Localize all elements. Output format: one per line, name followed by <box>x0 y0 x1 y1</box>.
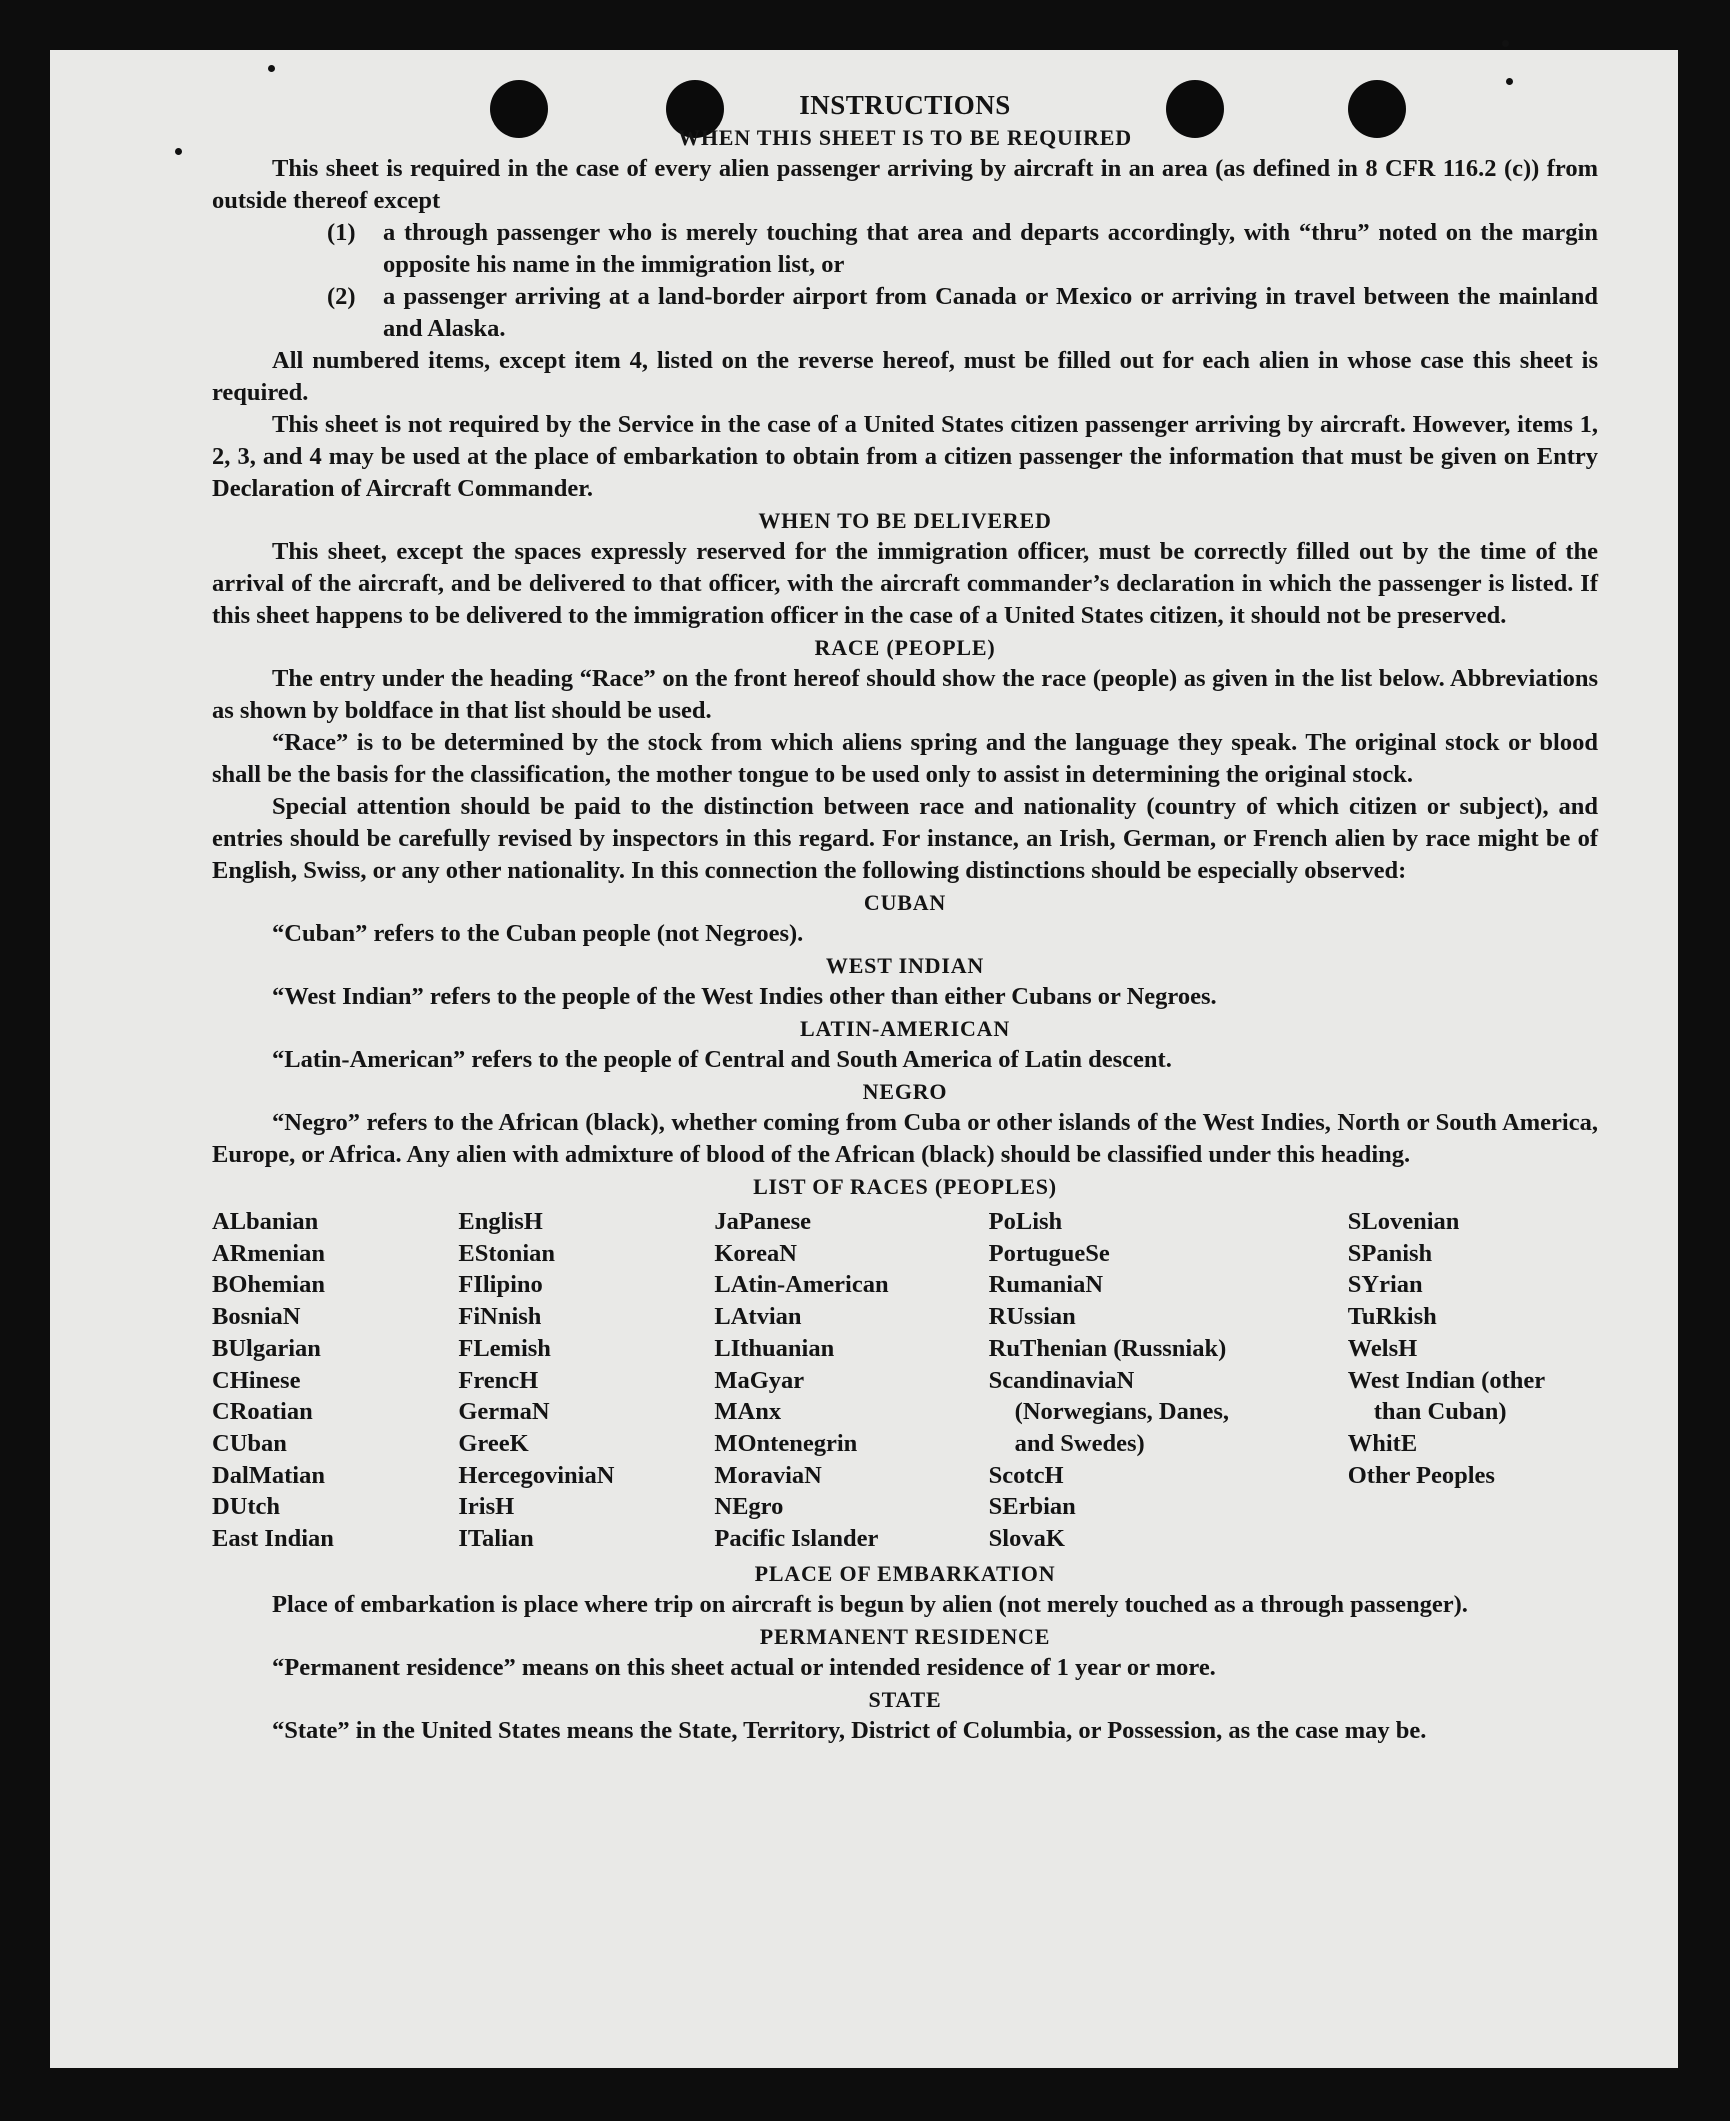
race-item: SLovenian <box>1347 1208 1460 1235</box>
race-item: Other Peoples <box>1347 1461 1495 1489</box>
item-number: (2) <box>327 283 356 310</box>
heading-permanent-residence: PERMANENT RESIDENCE <box>759 1623 1051 1649</box>
paragraph-delivered: This sheet, except the spaces expressly reserved for the immigration officer, must be correctly filled out by the time of the arrival of the aircraft, and be delivered to that officer, with the aircraft commander’s declaration in which the passenger is listed. If this sheet happens to be delivered to the immigration officer in the case of a United States citizen, it should not be preserved. <box>212 538 1598 629</box>
heading-state: STATE <box>868 1686 942 1712</box>
races-column <box>714 1206 988 1555</box>
exception-item-1 <box>212 217 1598 281</box>
paragraph-residence: “Permanent residence” means on this sheet actual or intended residence of 1 year or more. <box>272 1653 1216 1681</box>
race-item: BOhemian <box>212 1271 325 1299</box>
race-item: CUban <box>212 1429 287 1457</box>
race-item: LIthuanian <box>714 1334 835 1362</box>
race-item: CHinese <box>212 1366 301 1394</box>
race-item: GermaN <box>458 1398 550 1426</box>
paragraph-required: This sheet is required in the case of every alien passenger arriving by aircraft in an area (as defined in 8 CFR 116.2 (c)) from outside thereof except <box>212 155 1598 214</box>
paragraph-negro: “Negro” refers to the African (black), whether coming from Cuba or other islands of the West Indies, North or South America, Europe, or Africa. Any alien with admixture of blood of the African (black) should be classified under this heading. <box>212 1109 1598 1168</box>
race-item: JaPanese <box>714 1208 811 1235</box>
speck <box>1502 40 1509 47</box>
races-column <box>458 1206 714 1555</box>
race-item: EStonian <box>458 1239 556 1267</box>
race-item: RumaniaN <box>988 1271 1104 1299</box>
paragraph-embarkation: Place of embarkation is place where trip on aircraft is begun by alien (not merely touched as a through passenger). <box>272 1590 1468 1618</box>
race-item: FIlipino <box>458 1271 543 1299</box>
race-item: PortugueSe <box>988 1239 1110 1267</box>
race-item: ALbanian <box>212 1208 319 1235</box>
exception-item-2 <box>212 281 1598 345</box>
race-item: MaGyar <box>714 1366 805 1394</box>
paragraph-cuban: “Cuban” refers to the Cuban people (not Negroes). <box>272 920 804 947</box>
race-item: FLemish <box>458 1334 551 1362</box>
race-item: SlovaK <box>988 1525 1065 1553</box>
race-item: NEgro <box>714 1493 784 1521</box>
heading-west-indian: WEST INDIAN <box>825 953 985 978</box>
speck <box>268 65 275 72</box>
race-item: SYrian <box>1347 1271 1423 1299</box>
paragraph-state: “State” in the United States means the State, Territory, District of Columbia, or Possession, as the case may be. <box>272 1716 1427 1744</box>
race-item: West Indian (other than Cuban) <box>1347 1366 1545 1426</box>
race-item: PoLish <box>988 1208 1063 1235</box>
paragraph-race-distinction: Special attention should be paid to the distinction between race and nationality (country of which citizen or subject), and entries should be carefully revised by inspectors in this regard. For instance, an Irish, German, or French alien by race might be of English, Swiss, or any other nationality. In this connection the following distinctions should be especially observed: <box>212 793 1598 884</box>
paragraph-race-stock: “Race” is to be determined by the stock from which aliens spring and the language they speak. The original stock or blood shall be the basis for the classification, the mother tongue to be used only to assist in determining the original stock. <box>212 729 1598 788</box>
race-item: SErbian <box>988 1493 1076 1521</box>
item-text: a passenger arriving at a land-border airport from Canada or Mexico or arriving in travel between the mainland and Alaska. <box>383 283 1598 342</box>
races-column <box>989 1206 1268 1555</box>
races-list <box>212 1206 1598 1555</box>
paragraph-latin-american: “Latin-American” refers to the people of Central and South America of Latin descent. <box>272 1046 1172 1073</box>
document-sheet <box>50 50 1678 2068</box>
race-item: East Indian <box>212 1525 334 1553</box>
race-item: LAtin-American <box>714 1271 889 1299</box>
race-item: MoraviaN <box>714 1461 822 1489</box>
item-number: (1) <box>327 219 356 246</box>
item-text: a through passenger who is merely touching that area and departs accordingly, with “thru” noted on the margin opposite his name in the immigration list, or <box>383 219 1598 278</box>
race-item: DalMatian <box>212 1461 325 1489</box>
race-item: KoreaN <box>714 1239 797 1267</box>
page-title: INSTRUCTIONS <box>799 90 1011 120</box>
heading-cuban: CUBAN <box>863 890 947 915</box>
race-item: BUlgarian <box>212 1334 321 1362</box>
race-item: RUssian <box>988 1303 1076 1331</box>
races-column <box>1348 1206 1598 1555</box>
race-item: WelsH <box>1347 1334 1418 1362</box>
heading-when-delivered: WHEN TO BE DELIVERED <box>758 508 1052 533</box>
race-item: ARmenian <box>212 1239 325 1267</box>
speck <box>175 148 182 155</box>
race-item: EnglisH <box>458 1208 543 1235</box>
race-item: MAnx <box>714 1398 782 1426</box>
paragraph-west-indian: “West Indian” refers to the people of the West Indies other than either Cubans or Negroes. <box>272 983 1217 1010</box>
race-item: Pacific Islander <box>714 1525 879 1553</box>
race-item: CRoatian <box>212 1398 313 1426</box>
race-item: ITalian <box>458 1525 534 1553</box>
paragraph-numbered-items: All numbered items, except item 4, listed on the reverse hereof, must be filled out for each alien in whose case this sheet is required. <box>212 347 1598 406</box>
race-item: DUtch <box>212 1493 281 1521</box>
race-item: FrencH <box>458 1366 539 1394</box>
heading-when-required: WHEN THIS SHEET IS TO BE REQUIRED <box>678 125 1132 150</box>
race-item: IrisH <box>458 1493 515 1521</box>
race-item: MOntenegrin <box>714 1429 858 1457</box>
race-item: ScotcH <box>988 1461 1064 1489</box>
race-item: TuRkish <box>1347 1303 1437 1331</box>
race-item: ScandinaviaN (Norwegians, Danes, and Swedes) <box>988 1366 1230 1457</box>
heading-list-of-races: LIST OF RACES (PEOPLES) <box>753 1174 1057 1199</box>
heading-race: RACE (PEOPLE) <box>814 635 996 660</box>
race-item: WhitE <box>1347 1429 1418 1457</box>
heading-negro: NEGRO <box>862 1079 948 1104</box>
paragraph-citizen: This sheet is not required by the Service in the case of a United States citizen passenger arriving by aircraft. However, items 1, 2, 3, and 4 may be used at the place of embarkation to obtain from a citizen passenger the information that must be given on Entry Declaration of Aircraft Commander. <box>212 411 1598 502</box>
speck <box>1506 78 1513 85</box>
race-item: GreeK <box>458 1429 529 1457</box>
race-item: FiNnish <box>458 1303 542 1331</box>
heading-latin-american: LATIN-AMERICAN <box>799 1016 1011 1041</box>
instructions-body <box>212 90 1598 1747</box>
races-column <box>212 1206 458 1555</box>
race-item: RuThenian (Russniak) <box>988 1334 1227 1362</box>
race-item: BosniaN <box>212 1303 301 1331</box>
race-item: HercegoviniaN <box>458 1461 615 1489</box>
race-item: SPanish <box>1347 1239 1433 1267</box>
race-item: LAtvian <box>714 1303 802 1331</box>
heading-place-of-embarkation: PLACE OF EMBARKATION <box>754 1560 1056 1586</box>
paragraph-race-entry: The entry under the heading “Race” on the front hereof should show the race (people) as given in the list below. Abbreviations as shown by boldface in that list should be used. <box>212 665 1598 724</box>
